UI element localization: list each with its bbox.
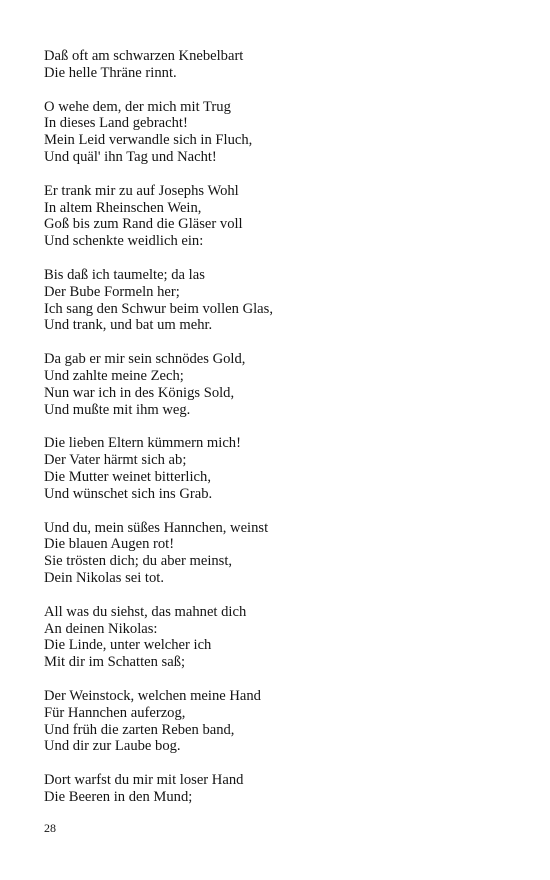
poem-line: Der Weinstock, welchen meine Hand <box>44 687 261 704</box>
poem-line: Der Bube Formeln her; <box>44 283 180 300</box>
poem-line: Er trank mir zu auf Josephs Wohl <box>44 182 239 199</box>
stanza <box>44 183 524 250</box>
poem-line: Und zahlte meine Zech; <box>44 367 184 384</box>
stanza <box>44 688 524 755</box>
stanza <box>44 99 524 166</box>
poem-line: Und trank, und bat um mehr. <box>44 317 213 334</box>
poem-line: Die Linde, unter welcher ich <box>44 637 212 654</box>
poem-line: Und du, mein süßes Hannchen, weinst <box>44 519 269 536</box>
poem-line: Mit dir im Schatten saß; <box>44 654 186 671</box>
stanza <box>44 772 524 806</box>
poem-line: Und schenkte weidlich ein: <box>44 233 204 250</box>
poem-line: Und dir zur Laube bog. <box>44 738 181 755</box>
poem-line: Nun war ich in des Königs Sold, <box>44 384 235 401</box>
poem-line: Da gab er mir sein schnödes Gold, <box>44 351 246 368</box>
poem-line: In dieses Land gebracht! <box>44 115 188 132</box>
poem-line: Und quäl' ihn Tag und Nacht! <box>44 148 217 165</box>
poem-line: In altem Rheinschen Wein, <box>44 199 202 216</box>
poem-line: Und wünschet sich ins Grab. <box>44 485 213 502</box>
stanza <box>44 48 524 82</box>
poem-line: Bis daß ich taumelte; da las <box>44 266 205 283</box>
poem-text <box>44 48 524 823</box>
poem-line: Die lieben Eltern kümmern mich! <box>44 435 241 452</box>
poem-line: Sie trösten dich; du aber meinst, <box>44 553 233 570</box>
stanza <box>44 520 524 587</box>
poem-line: Für Hannchen auferzog, <box>44 704 186 721</box>
poem-line: Die helle Thräne rinnt. <box>44 64 177 81</box>
poem-line: Und mußte mit ihm weg. <box>44 401 191 418</box>
stanza <box>44 435 524 502</box>
poem-line: O wehe dem, der mich mit Trug <box>44 98 231 115</box>
poem-line: All was du siehst, das mahnet dich <box>44 603 247 620</box>
poem-line: Ich sang den Schwur beim vollen Glas, <box>44 300 273 317</box>
stanza <box>44 267 524 334</box>
poem-line: Daß oft am schwarzen Knebelbart <box>44 48 244 64</box>
poem-line: Der Vater härmt sich ab; <box>44 452 187 469</box>
poem-line: Die blauen Augen rot! <box>44 536 175 553</box>
stanza <box>44 604 524 671</box>
stanza <box>44 351 524 418</box>
poem-line: Die Mutter weinet bitterlich, <box>44 468 211 485</box>
poem-line: Mein Leid verwandle sich in Fluch, <box>44 132 253 149</box>
page-number: 28 <box>44 821 56 835</box>
poem-line: Und früh die zarten Reben band, <box>44 721 235 738</box>
poem-line: Dort warfst du mir mit loser Hand <box>44 772 244 789</box>
poem-line: Dein Nikolas sei tot. <box>44 569 164 586</box>
poem-line: An deinen Nikolas: <box>44 620 158 637</box>
poem-line: Die Beeren in den Mund; <box>44 788 193 805</box>
poem-line: Goß bis zum Rand die Gläser voll <box>44 216 243 233</box>
